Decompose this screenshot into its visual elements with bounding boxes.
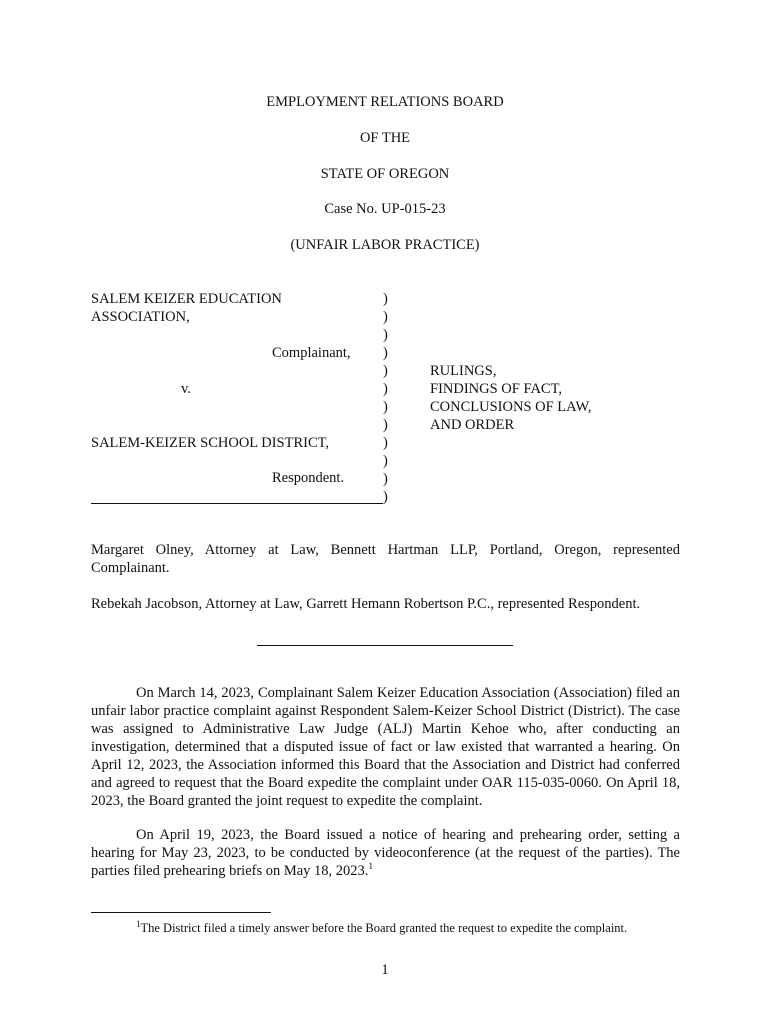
ruling-title-line3: CONCLUSIONS OF LAW, xyxy=(430,399,592,415)
caption-paren: ) xyxy=(383,453,388,469)
respondent-name: SALEM-KEIZER SCHOOL DISTRICT, xyxy=(91,435,330,451)
footnote-marker: 1 xyxy=(136,918,141,929)
case-type: (UNFAIR LABOR PRACTICE) xyxy=(290,237,480,253)
body-paragraph-2-text: On April 19, 2023, the Board issued a notice of hearing and prehearing order, setting a hearing for May 23, 2023, to be conducted by videoconference (at the request of the parties). The parties filed prehearing briefs on May 18, 2023. xyxy=(91,827,680,879)
case-number: Case No. UP-015-23 xyxy=(324,201,446,217)
board-name: EMPLOYMENT RELATIONS BOARD xyxy=(266,94,504,110)
caption-paren: ) xyxy=(383,471,388,487)
ruling-title-line1: RULINGS, xyxy=(430,363,497,379)
caption-paren: ) xyxy=(383,381,388,397)
caption-paren: ) xyxy=(383,309,388,325)
caption-underline xyxy=(91,503,383,504)
body-paragraph-2 xyxy=(91,826,680,880)
caption-paren: ) xyxy=(383,417,388,433)
caption-paren: ) xyxy=(383,435,388,451)
ruling-title-line4: AND ORDER xyxy=(430,417,515,433)
complainant-role: Complainant, xyxy=(272,345,351,361)
caption-paren: ) xyxy=(383,327,388,343)
versus-label: v. xyxy=(181,381,191,397)
footnote-text: The District filed a timely answer before the Board granted the request to expedite the complaint. xyxy=(140,921,628,935)
state-name: STATE OF OREGON xyxy=(320,166,450,182)
ruling-title-line2: FINDINGS OF FACT, xyxy=(430,381,562,397)
footnote-reference[interactable]: 1 xyxy=(368,861,373,872)
appearance-complainant: Margaret Olney, Attorney at Law, Bennett Hartman LLP, Portland, Oregon, represented Complainant. xyxy=(91,542,680,576)
complainant-name-line2: ASSOCIATION, xyxy=(91,309,190,325)
page-number: 1 xyxy=(381,962,389,978)
appearance-respondent: Rebekah Jacobson, Attorney at Law, Garrett Hemann Robertson P.C., represented Respondent. xyxy=(91,596,641,612)
caption-paren: ) xyxy=(383,345,388,361)
caption-paren-column xyxy=(383,290,388,506)
caption-paren: ) xyxy=(383,291,388,307)
caption-paren: ) xyxy=(383,489,388,505)
header-of-the: OF THE xyxy=(359,130,411,146)
footnote xyxy=(136,918,628,936)
section-divider xyxy=(257,645,513,646)
complainant-name-line1: SALEM KEIZER EDUCATION xyxy=(91,291,282,307)
body-paragraph-1: On March 14, 2023, Complainant Salem Keizer Education Association (Association) filed an unfair labor practice complaint against Respondent Salem-Keizer School District (District). The case was assigned to Administrative Law Judge (ALJ) Martin Kehoe who, after conducting an investigation, determined that a disputed issue of fact or law existed that warranted a hearing. On April 12, 2023, the Association informed this Board that the Association and District had conferred and agreed to request that the Board expedite the complaint under OAR 115-035-0060. On April 18, 2023, the Board granted the joint request to expedite the complaint. xyxy=(91,685,680,809)
caption-paren: ) xyxy=(383,363,388,379)
respondent-role: Respondent. xyxy=(272,470,345,486)
caption-paren: ) xyxy=(383,399,388,415)
footnote-separator xyxy=(91,912,271,913)
